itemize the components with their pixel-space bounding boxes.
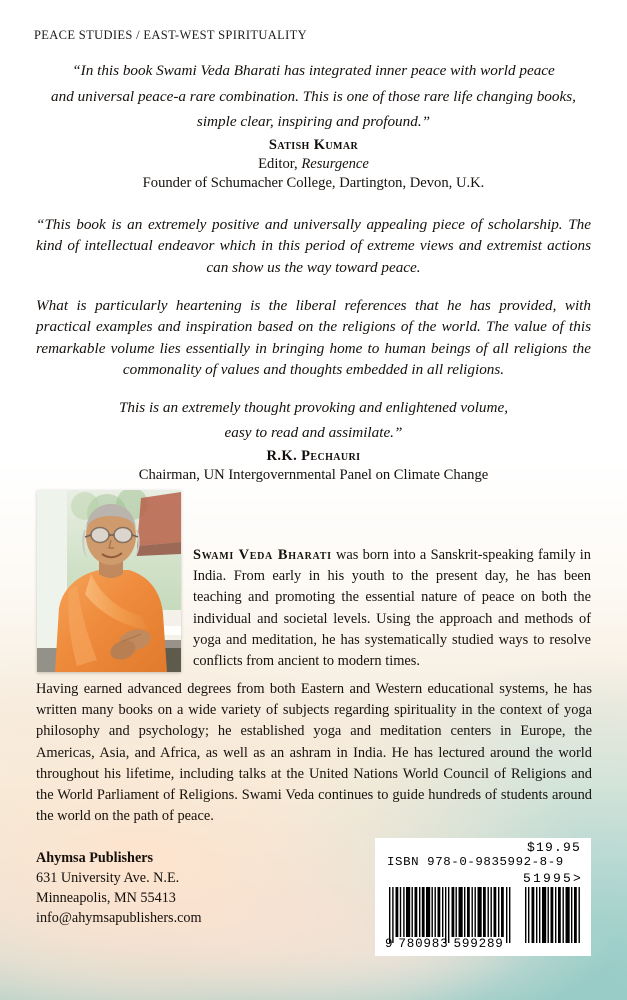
ean-left-group: 780983: [398, 937, 449, 951]
publisher-street: 631 University Ave. N.E.: [36, 870, 180, 887]
author-bio-top: [193, 545, 591, 672]
blurb-1-line-3: simple clear, inspiring and profound.”: [196, 113, 431, 131]
blurb-1-attrib-role: [36, 155, 591, 175]
ean5-supplement-bars: [523, 887, 581, 943]
blurb-2-para-3-line-2: easy to read and assimilate.”: [224, 424, 403, 442]
spacer: [36, 194, 591, 214]
blurb-1-attrib-affiliation: Founder of Schumacher College, Dartington, Devon, U.K.: [142, 175, 485, 192]
blurb-1-line-2: and universal peace-a rare combination. This is one of those rare life changing books,: [51, 87, 576, 105]
blurb-1-attrib-name: Satish Kumar: [268, 136, 359, 153]
publisher-city-state-zip: Minneapolis, MN 55413: [36, 890, 176, 907]
spacer: [36, 385, 591, 397]
ean13-bar-pattern: [388, 887, 512, 943]
attrib-role-publication: Resurgence: [301, 155, 369, 172]
ean13-digits: [385, 937, 504, 951]
blurb-2-para-1: “This book is an extremely positive and universally appealing piece of scholarship. The kind of intellectual endeavor which in this period of extreme views and extremist actions can show us the way toward peace.: [36, 215, 591, 276]
author-bio-top-text: was born into a Sanskrit-speaking family in India. From early in his youth to the present day, he has been teaching and promoting the essential nature of peace on both the individual and societal levels. Using the approach and methods of yoga and meditation, he has systematically studied ways to resolve conflicts from ancient to modern times.: [193, 547, 591, 669]
author-portrait-illustration: [37, 490, 181, 672]
barcode-supplement-label: 51995>: [522, 871, 583, 886]
spacer: [36, 283, 591, 295]
ean13-bars: [388, 887, 512, 943]
author-photo: [37, 490, 181, 672]
ean-prefix-digit: 9: [385, 937, 394, 951]
isbn-label: ISBN 978-0-9835992-8-9: [387, 855, 564, 869]
blurb-1: [36, 60, 591, 194]
author-name: Swami Veda Bharati: [193, 547, 332, 563]
blurb-2: [36, 214, 591, 486]
publisher-name: Ahymsa Publishers: [36, 850, 154, 866]
blurb-2-attrib-name: R.K. Pechauri: [266, 448, 361, 465]
publisher-email: info@ahymsapublishers.com: [36, 910, 202, 927]
ean-right-group: 599289: [453, 937, 504, 951]
publisher-block: [36, 848, 202, 929]
blurb-2-para-3-line-1: This is an extremely thought provoking and enlightened volume,: [118, 398, 509, 416]
blurb-2-attrib-affiliation: Chairman, UN Intergovernmental Panel on Climate Change: [138, 467, 489, 484]
category-line: PEACE STUDIES / EAST-WEST SPIRITUALITY: [34, 28, 308, 42]
blurbs-section: [36, 60, 591, 486]
barcode-block: [375, 838, 591, 956]
attrib-role-prefix: Editor,: [258, 155, 302, 172]
price-label: $19.95: [526, 840, 581, 855]
blurb-1-line-1: “In this book Swami Veda Bharati has integrated inner peace with world peace: [72, 62, 555, 79]
blurb-2-para-2: What is particularly heartening is the liberal references that he has provided, with practical examples and inspiration based on the religions of the world. The value of this remarkable volume lies essentially in bringing home to human beings of all religions the commonality of values and thoughts embedded in all religions.: [36, 296, 591, 379]
ean5-bar-pattern: [523, 887, 581, 943]
author-bio-rest: Having earned advanced degrees from both Eastern and Western educational systems, he has written many books on a wide variety of subjects regarding spirituality in the context of yoga philosophy and psychology; he established yoga and meditation centers in Europe, the Americas, Asia, and Africa, as well as an ashram in India. He has lectured around the world throughout his lifetime, including talks at the United Nations World Council of Religions and the World Parliament of Religions. Swami Veda continues to guide hundreds of students around the world on the path of peace.: [36, 681, 592, 825]
